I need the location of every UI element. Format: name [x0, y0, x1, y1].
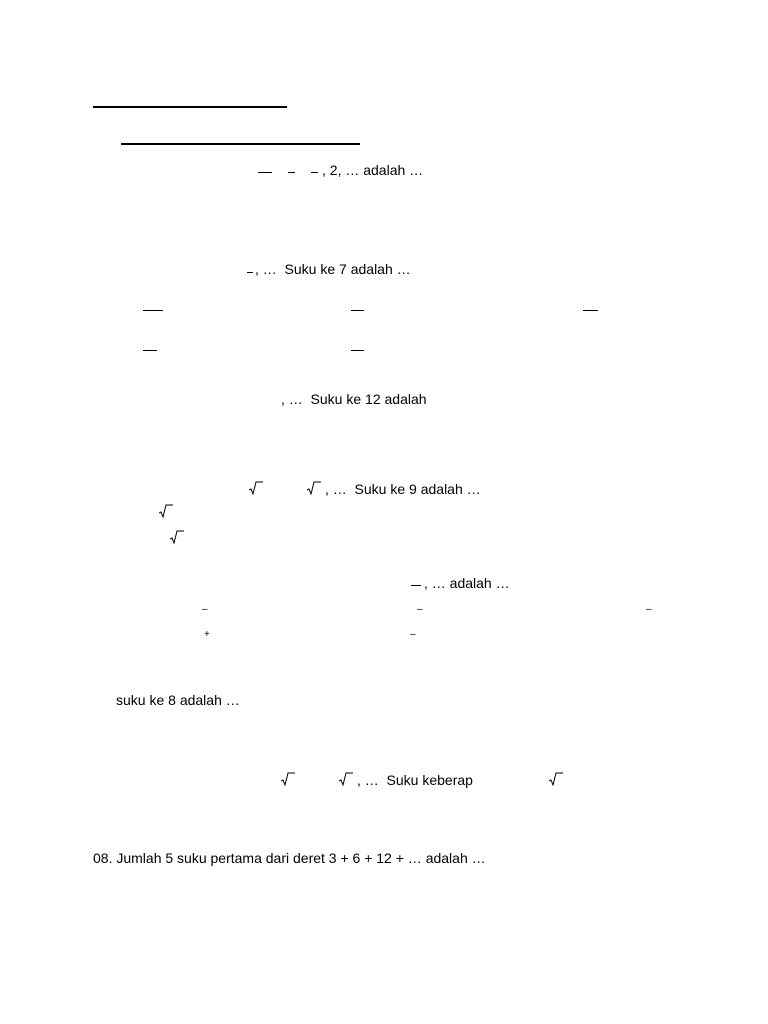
- option-a-fraction-bar: [143, 310, 163, 311]
- option-e-fraction-bar: [351, 350, 364, 351]
- question-02-text: , … Suku ke 7 adalah …: [255, 261, 411, 277]
- option-b-minus-sign: –: [417, 604, 423, 615]
- question-03-text: , … Suku ke 12 adalah: [281, 391, 427, 407]
- subtitle-underline: [121, 143, 360, 145]
- fraction-bar-icon: [247, 272, 253, 273]
- square-root-icon: [339, 772, 353, 786]
- question-05-text: , … adalah …: [424, 575, 510, 591]
- option-a-sqrt-icon: [159, 504, 173, 518]
- question-04-text: , … Suku ke 9 adalah …: [325, 481, 481, 497]
- option-b-sqrt-icon: [170, 530, 184, 544]
- question-01-text: , 2, … adalah …: [322, 162, 424, 178]
- option-c-minus-sign: –: [646, 604, 652, 615]
- square-root-icon: [281, 772, 295, 786]
- fraction-bar-icon: [258, 172, 272, 173]
- fraction-bar-icon: [311, 172, 318, 173]
- option-d-plus-sign: +: [204, 629, 210, 640]
- option-c-fraction-bar: [583, 310, 598, 311]
- question-08-text: 08. Jumlah 5 suku pertama dari deret 3 + 6 + 12 + … adalah …: [93, 850, 486, 866]
- square-root-icon: [307, 481, 321, 495]
- square-root-icon: [549, 772, 563, 786]
- option-d-fraction-bar: [143, 350, 157, 351]
- fraction-bar-icon: [288, 172, 295, 173]
- option-e-minus-sign: –: [410, 629, 416, 640]
- option-a-minus-sign: –: [202, 604, 208, 615]
- option-b-fraction-bar: [351, 310, 364, 311]
- title-underline: [93, 106, 287, 108]
- square-root-icon: [249, 481, 263, 495]
- question-07-text: , … Suku keberap: [357, 772, 473, 788]
- question-06-text: suku ke 8 adalah …: [116, 692, 240, 708]
- fraction-bar-icon: [411, 585, 421, 586]
